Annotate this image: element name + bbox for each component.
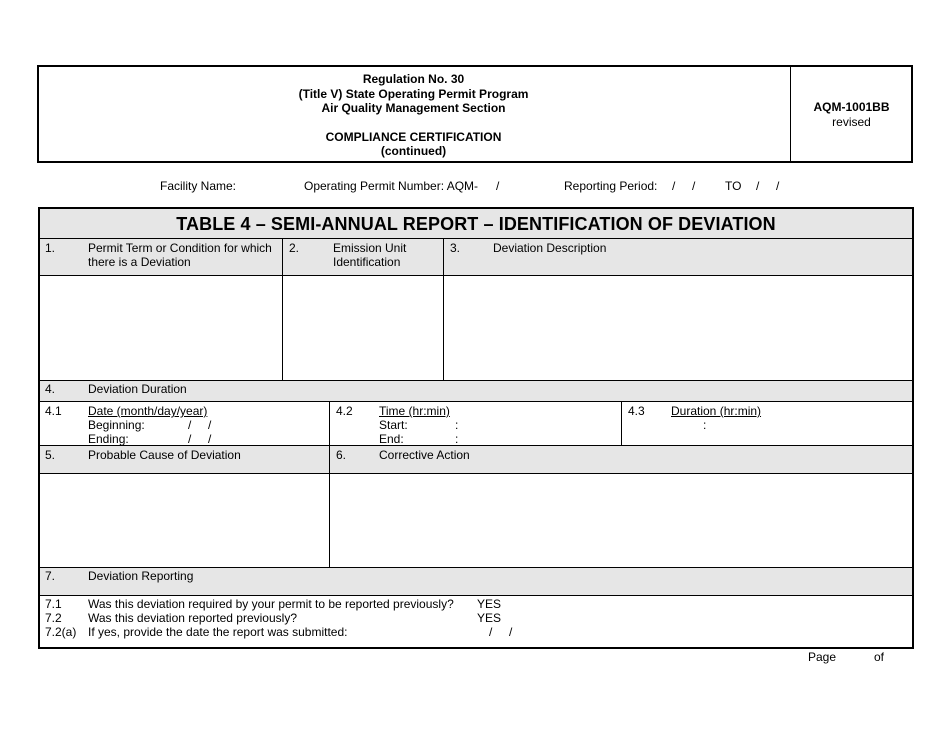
sec43-number: 4.3 bbox=[628, 404, 645, 418]
corrective-action-field[interactable] bbox=[330, 474, 912, 567]
rule-sec5-top bbox=[40, 445, 912, 446]
rule-sec7-bottom bbox=[40, 595, 912, 596]
sec4-label: Deviation Duration bbox=[88, 382, 187, 396]
deviation-description-field[interactable] bbox=[444, 276, 912, 380]
sec5-label: Probable Cause of Deviation bbox=[88, 448, 241, 462]
rule-title-bottom bbox=[40, 238, 912, 239]
sec4-number: 4. bbox=[45, 382, 56, 396]
col1-number: 1. bbox=[45, 241, 56, 255]
rule-sec4-top bbox=[40, 380, 912, 381]
col1-label-line1: Permit Term or Condition for which bbox=[88, 241, 272, 255]
header-divider bbox=[790, 67, 791, 161]
col3-number: 3. bbox=[450, 241, 461, 255]
page-of-label: of bbox=[874, 650, 885, 664]
facility-name-label: Facility Name: bbox=[160, 179, 237, 193]
sec6-label: Corrective Action bbox=[379, 448, 470, 462]
q72-text: Was this deviation reported previously? bbox=[88, 611, 297, 625]
q71-text: Was this deviation required by your permit to be reported previously? bbox=[88, 597, 454, 611]
form-title: COMPLIANCE CERTIFICATION bbox=[325, 129, 502, 144]
beginning-date-field[interactable]: / / bbox=[188, 418, 212, 432]
rule-sec4-bottom bbox=[40, 401, 912, 402]
q71-answer[interactable]: YES bbox=[477, 597, 502, 611]
form-id: AQM-1001BB bbox=[813, 100, 890, 114]
beginning-label: Beginning: bbox=[88, 418, 145, 432]
header-title-block bbox=[37, 72, 790, 159]
permit-number-label: Operating Permit Number: AQM- bbox=[304, 179, 479, 193]
col2-label-line2: Identification bbox=[333, 255, 401, 269]
duration-field[interactable]: : bbox=[703, 418, 707, 432]
reporting-period-to: / / bbox=[756, 179, 780, 193]
page-label: Page bbox=[808, 650, 837, 664]
form-subtitle: (continued) bbox=[380, 144, 447, 158]
program-title: (Title V) State Operating Permit Program bbox=[298, 86, 529, 101]
ending-label: Ending: bbox=[88, 432, 129, 446]
probable-cause-field[interactable] bbox=[40, 474, 329, 567]
q72-answer[interactable]: YES bbox=[477, 611, 502, 625]
emission-unit-field[interactable] bbox=[283, 276, 443, 380]
q71-number: 7.1 bbox=[45, 597, 62, 611]
sec42-label: Time (hr:min) bbox=[379, 404, 450, 418]
q72-number: 7.2 bbox=[45, 611, 62, 625]
ending-date-field[interactable]: / / bbox=[188, 432, 212, 446]
reporting-period-from: / / bbox=[672, 179, 696, 193]
reporting-period-to-label: TO bbox=[725, 179, 742, 193]
permit-number-slash: / bbox=[496, 179, 500, 193]
sec41-label: Date (month/day/year) bbox=[88, 404, 208, 418]
sec6-number: 6. bbox=[336, 448, 347, 462]
sec42-number: 4.2 bbox=[336, 404, 353, 418]
q72a-text: If yes, provide the date the report was submitted: bbox=[88, 625, 348, 639]
rule-sec7-top bbox=[40, 567, 912, 568]
sec43-label: Duration (hr:min) bbox=[671, 404, 762, 418]
q72a-date-field[interactable]: / / bbox=[489, 625, 513, 639]
sec7-number: 7. bbox=[45, 569, 56, 583]
form-status: revised bbox=[832, 114, 871, 129]
permit-term-field[interactable] bbox=[40, 276, 282, 380]
col2-label-line1: Emission Unit bbox=[333, 241, 407, 255]
section-title: Air Quality Management Section bbox=[321, 101, 506, 115]
col3-label: Deviation Description bbox=[493, 241, 607, 255]
form-id-block bbox=[792, 100, 911, 129]
sec7-label: Deviation Reporting bbox=[88, 569, 194, 583]
start-time-field[interactable]: : bbox=[455, 418, 459, 432]
table-title: TABLE 4 – SEMI-ANNUAL REPORT – IDENTIFICATION OF DEVIATION bbox=[176, 214, 776, 234]
col2-number: 2. bbox=[289, 241, 300, 255]
start-label: Start: bbox=[379, 418, 408, 432]
sec43-divider bbox=[621, 401, 622, 445]
col1-label-line2: there is a Deviation bbox=[88, 255, 191, 269]
end-time-field[interactable]: : bbox=[455, 432, 459, 446]
q72a-number: 7.2(a) bbox=[45, 625, 77, 639]
sec5-number: 5. bbox=[45, 448, 56, 462]
sec41-number: 4.1 bbox=[45, 404, 62, 418]
regulation-title: Regulation No. 30 bbox=[362, 72, 465, 86]
reporting-period-label: Reporting Period: bbox=[564, 179, 658, 193]
end-label: End: bbox=[379, 432, 404, 446]
